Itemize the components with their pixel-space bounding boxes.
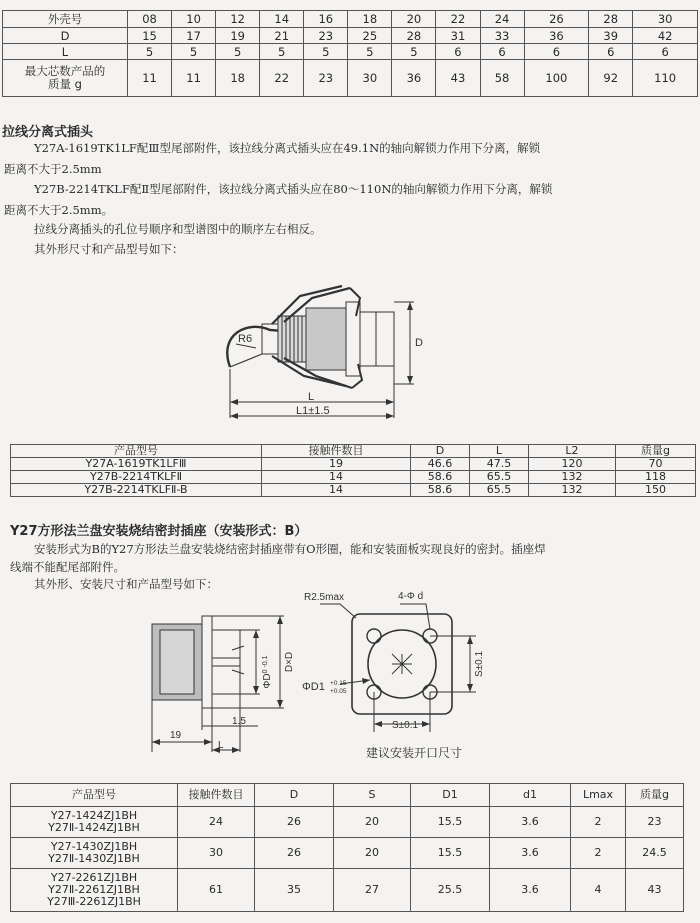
table-header-row [11, 784, 684, 807]
table-cell: 65.5 [470, 484, 529, 497]
label-19: 19 [170, 730, 182, 741]
table-cell: 11 [128, 60, 172, 97]
table-cell: Y27A-1619TK1LFⅢ [11, 458, 262, 471]
table-cell: 5 [348, 44, 392, 60]
table-row [11, 471, 696, 484]
table-header: 产品型号 [11, 784, 178, 807]
label-d: D [415, 337, 423, 349]
model-cell [11, 869, 178, 912]
model-name: Y27Ⅱ-1424ZJ1BH [48, 821, 140, 834]
table-row [11, 807, 684, 838]
label-phi-d: $\Phi D^{0 -0.1}$ [262, 655, 273, 689]
table-row [3, 44, 698, 60]
table-cell: 3.6 [490, 869, 571, 912]
paragraph: 距离不大于2.5mm。 [4, 203, 114, 217]
paragraph: 拉线分离插头的孔位号顺序和型谱图中的顺序左右相反。 [34, 222, 322, 236]
label-s-horizontal: S±0.1 [392, 720, 419, 731]
table-cell: 39 [589, 28, 633, 44]
mass-label-line1: 最大芯数产品的 [24, 64, 106, 78]
table-cell: 110 [633, 60, 698, 97]
table-cell: 5 [304, 44, 348, 60]
table-row [3, 11, 698, 28]
model-cell [11, 838, 178, 869]
table-cell: 6 [436, 44, 480, 60]
table-header: D [411, 445, 470, 458]
table-cell: 14 [260, 11, 304, 28]
model-name: Y27Ⅱ-1430ZJ1BH [48, 852, 140, 865]
table-cell: 11 [172, 60, 216, 97]
table-cell: 25 [348, 28, 392, 44]
table-cell: 26 [524, 11, 589, 28]
table-header: 外壳号 [3, 11, 128, 28]
table-cell: 6 [480, 44, 524, 60]
table-cell: 30 [633, 11, 698, 28]
table-cell: 5 [260, 44, 304, 60]
label-phi-d1: ΦD1 [302, 681, 325, 693]
label-d1-tol-lower: +0.05 [330, 688, 347, 695]
table-header-row [11, 445, 696, 458]
model-name: Y27Ⅱ-2261ZJ1BH [48, 883, 140, 896]
receptacle-side-view-drawing [140, 600, 300, 760]
table-row [11, 458, 696, 471]
label-l: L [308, 391, 315, 403]
model-name: Y27-2261ZJ1BH [50, 871, 138, 884]
table-row [11, 484, 696, 497]
table-cell: 19 [262, 458, 411, 471]
model-cell [11, 807, 178, 838]
table-row [3, 60, 698, 97]
table-header: Lmax [571, 784, 626, 807]
table-cell: 47.5 [470, 458, 529, 471]
table-header: d1 [490, 784, 571, 807]
table-cell: 25.5 [411, 869, 490, 912]
table-cell: 20 [392, 11, 436, 28]
table-cell: 31 [436, 28, 480, 44]
table-cell: 58 [480, 60, 524, 97]
table-cell: 15.5 [411, 807, 490, 838]
table-cell: 58.6 [411, 484, 470, 497]
paragraph: 线端不能配尾部附件。 [10, 560, 125, 574]
table-cell: 27 [334, 869, 411, 912]
table-cell: 33 [480, 28, 524, 44]
model-name: Y27-1424ZJ1BH [50, 809, 138, 822]
table-cell: 26 [255, 807, 334, 838]
table-cell: 08 [128, 11, 172, 28]
table-cell: 12 [216, 11, 260, 28]
table-cell: 10 [172, 11, 216, 28]
table-cell: 23 [304, 28, 348, 44]
table-cell: 3.6 [490, 807, 571, 838]
paragraph: 其外形尺寸和产品型号如下： [34, 242, 184, 256]
table-cell: 36 [524, 28, 589, 44]
table-cell: 120 [529, 458, 616, 471]
table-cell: 35 [255, 869, 334, 912]
table-cell: 118 [616, 471, 696, 484]
table-cell: 26 [255, 838, 334, 869]
shell-size-table [2, 10, 698, 97]
table-header: 接触件数目 [178, 784, 255, 807]
table-cell: 2 [571, 807, 626, 838]
paragraph: 安装形式为B的Y27方形法兰盘安装烧结密封插座带有O形圈，能和安装面板实现良好的密封。插座焊 [34, 542, 546, 556]
paragraph: Y27B-2214TKLF配Ⅱ型尾部附件，该拉线分离式插头应在80～110N的轴向解锁力作用下分离，解锁 [34, 182, 553, 196]
table-cell: 43 [626, 869, 684, 912]
model-name: Y27-1430ZJ1BH [50, 840, 138, 853]
table-row [11, 869, 684, 912]
table-cell: 6 [633, 44, 698, 60]
table-cell: 20 [334, 807, 411, 838]
row-label: L [3, 44, 128, 60]
table-cell: 15.5 [411, 838, 490, 869]
table-cell: 58.6 [411, 471, 470, 484]
table-cell: 14 [262, 471, 411, 484]
table-header: D1 [411, 784, 490, 807]
table-header: 质量g [616, 445, 696, 458]
table-cell: 18 [216, 60, 260, 97]
table-cell: 70 [616, 458, 696, 471]
table-header: 产品型号 [11, 445, 262, 458]
table-cell: 132 [529, 471, 616, 484]
cutout-caption: 建议安装开口尺寸 [366, 746, 463, 760]
label-s-vertical: S±0.1 [474, 650, 485, 678]
model-name: Y27Ⅲ-2261ZJ1BH [47, 895, 141, 908]
table-cell: 22 [260, 60, 304, 97]
paragraph: Y27A-1619TK1LF配Ⅲ型尾部附件，该拉线分离式插头应在49.1N的轴向解锁力作用下分离，解锁 [34, 141, 541, 155]
table-header: D [255, 784, 334, 807]
table-cell: 5 [128, 44, 172, 60]
table-cell: 4 [571, 869, 626, 912]
paragraph: 其外形、安装尺寸和产品型号如下： [34, 577, 218, 591]
table-cell: 3.6 [490, 838, 571, 869]
table-cell: 15 [128, 28, 172, 44]
table-cell: 20 [334, 838, 411, 869]
pull-release-plug-drawing [200, 272, 430, 422]
table-header: 接触件数目 [262, 445, 411, 458]
label-l: L [218, 740, 224, 751]
table-cell: 18 [348, 11, 392, 28]
table-cell: 22 [436, 11, 480, 28]
label-r6: R6 [238, 333, 253, 345]
table-header: L [470, 445, 529, 458]
label-r2-5max: R2.5max [304, 592, 345, 603]
table-cell: 46.6 [411, 458, 470, 471]
section-title-flange-receptacle: Y27方形法兰盘安装烧结密封插座（安装形式：B） [10, 524, 308, 539]
table-cell: 30 [348, 60, 392, 97]
pull-release-plug-table [10, 444, 696, 497]
table-cell: 14 [262, 484, 411, 497]
table-cell: 100 [524, 60, 589, 97]
table-row [3, 28, 698, 44]
table-cell: 132 [529, 484, 616, 497]
table-cell: 43 [436, 60, 480, 97]
table-header: L2 [529, 445, 616, 458]
table-cell: 17 [172, 28, 216, 44]
label-1-5: 1.5 [232, 716, 246, 727]
table-cell: 23 [626, 807, 684, 838]
flange-receptacle-table [10, 783, 684, 912]
table-cell: 5 [216, 44, 260, 60]
row-label: D [3, 28, 128, 44]
row-label [3, 60, 128, 97]
table-cell: 28 [392, 28, 436, 44]
table-cell: 36 [392, 60, 436, 97]
table-cell: 19 [216, 28, 260, 44]
label-dxd: D×D [284, 651, 295, 673]
table-cell: 5 [172, 44, 216, 60]
panel-cutout-drawing [300, 586, 500, 736]
table-cell: 5 [392, 44, 436, 60]
table-cell: 30 [178, 838, 255, 869]
paragraph: 距离不大于2.5mm [4, 162, 102, 176]
table-cell: 2 [571, 838, 626, 869]
table-cell: 24 [178, 807, 255, 838]
table-cell: 28 [589, 11, 633, 28]
table-cell: 150 [616, 484, 696, 497]
table-row [11, 838, 684, 869]
table-cell: Y27B-2214TKLFⅡ-B [11, 484, 262, 497]
table-cell: 6 [589, 44, 633, 60]
label-l1: L1±1.5 [296, 405, 330, 417]
table-cell: 61 [178, 869, 255, 912]
table-cell: 92 [589, 60, 633, 97]
table-cell: 23 [304, 60, 348, 97]
table-cell: 65.5 [470, 471, 529, 484]
table-cell: 16 [304, 11, 348, 28]
table-header: S [334, 784, 411, 807]
table-cell: 24 [480, 11, 524, 28]
table-cell: 6 [524, 44, 589, 60]
mass-label-line2: 质量 g [48, 77, 82, 91]
table-header: 质量g [626, 784, 684, 807]
section-title-pull-release-plug: 拉线分离式插头 [2, 125, 94, 140]
label-d1-tol-upper: +0.15 [330, 680, 347, 687]
table-cell: Y27B-2214TKLFⅡ [11, 471, 262, 484]
label-hole-4-phi-d: 4-Φ d [398, 591, 424, 602]
table-cell: 42 [633, 28, 698, 44]
table-cell: 24.5 [626, 838, 684, 869]
table-cell: 21 [260, 28, 304, 44]
